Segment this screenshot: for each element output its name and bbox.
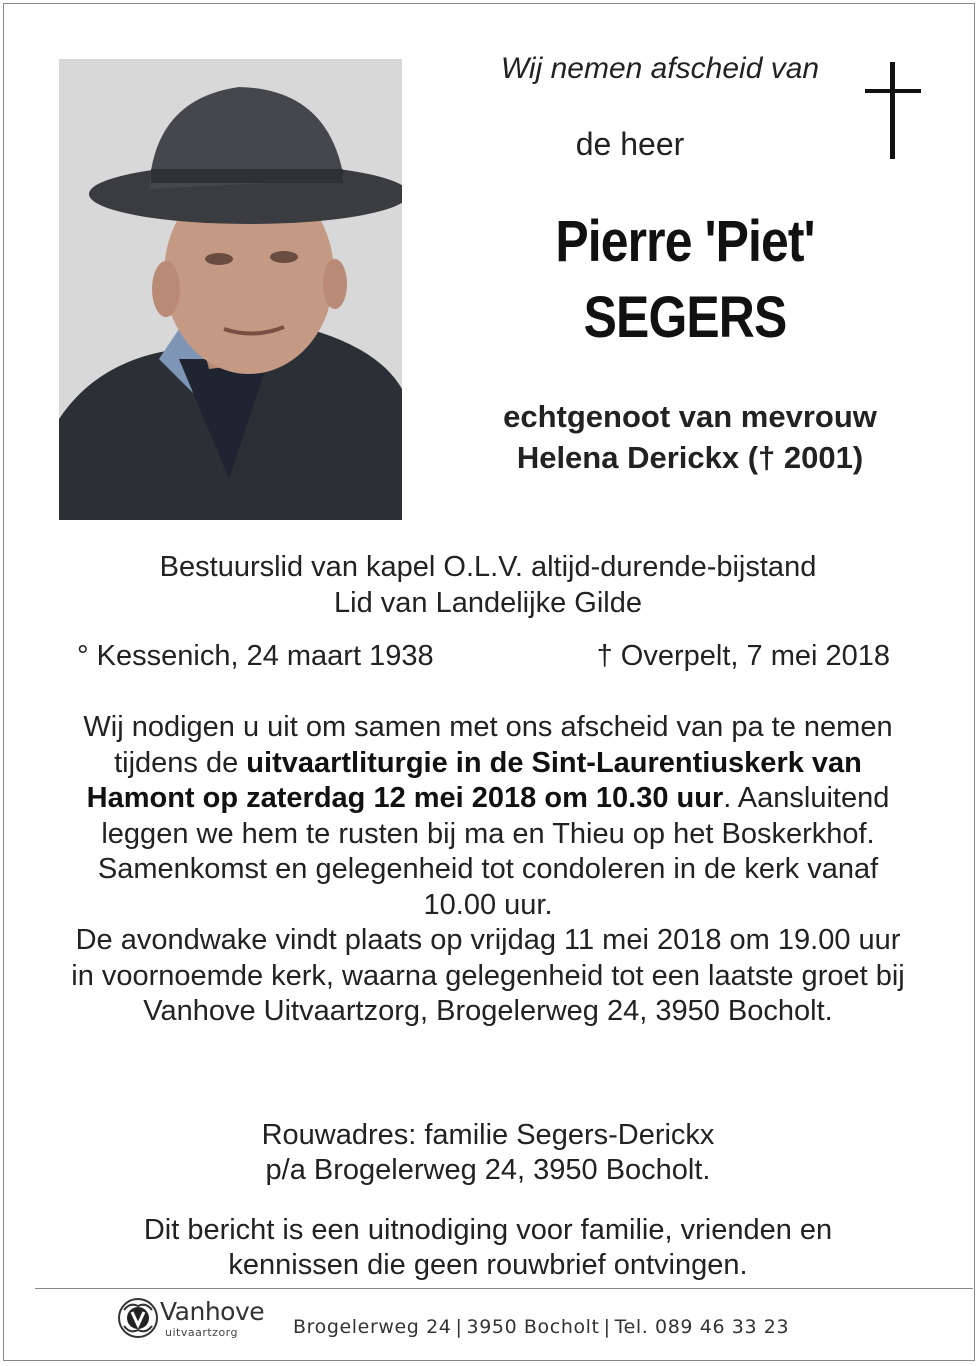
footer-city: 3950 Bocholt — [466, 1316, 600, 1338]
portrait-image — [59, 59, 402, 520]
spouse-line-1: echtgenoot van mevrouw — [503, 399, 877, 434]
funeral-details: uitvaartliturgie in de Sint-Laurentiuskerk van Hamont op zaterdag 12 mei 2018 om 10.30 uur — [86, 746, 862, 814]
deceased-last-name: SEGERS — [583, 285, 787, 350]
brand-name: Vanhove — [160, 1297, 265, 1326]
brand-subtitle: uitvaartzorg — [165, 1326, 238, 1339]
role-line-2: Lid van Landelijke Gilde — [334, 587, 642, 619]
footer-phone: Tel. 089 46 33 23 — [614, 1316, 790, 1338]
invitation-paragraph-3: De avondwake vindt plaats op vrijdag 11 mei 2018 om 19.00 uur in voornoemde kerk, waarna gelegenheid tot een laatste groet bij Vanhove Uitvaartzorg, Brogelerweg 24, 3950 Bocholt. — [71, 924, 905, 1027]
birth-info: ° Kessenich, 24 maart 1938 — [77, 640, 434, 672]
closing-line-2: kennissen die geen rouwbrief ontvingen. — [228, 1249, 748, 1281]
footer-address: Brogelerweg 24 — [293, 1316, 452, 1338]
cross-icon — [865, 62, 921, 159]
spouse-line-2: Helena Derickx († 2001) — [516, 440, 864, 475]
mourning-address-line-2: p/a Brogelerweg 24, 3950 Bocholt. — [265, 1154, 711, 1186]
invitation-paragraph-2: Samenkomst en gelegenheid tot condoleren in de kerk vanaf 10.00 uur. — [97, 853, 879, 921]
deceased-first-name: Pierre 'Piet' — [555, 209, 815, 274]
portrait-photo — [59, 59, 402, 520]
salutation: de heer — [575, 126, 685, 162]
closing-line-1: Dit bericht is een uitnodiging voor familie, vrienden en — [143, 1214, 833, 1246]
death-info: † Overpelt, 7 mei 2018 — [596, 640, 890, 672]
vanhove-logo-icon — [116, 1296, 160, 1340]
invitation-text — [62, 710, 914, 1030]
mourning-address-line-1: Rouwadres: familie Segers-Derickx — [261, 1119, 715, 1151]
role-line-1: Bestuurslid van kapel O.L.V. altijd-durende-bijstand — [159, 551, 817, 583]
intro-text: Wij nemen afscheid van — [500, 52, 820, 85]
invitation-paragraph-1: Wij nodigen u uit om samen met ons afscheid van pa te nemen tijdens de uitvaartliturgie in de Sint-Laurentiuskerk van Hamont op zaterdag 12 mei 2018 om 10.30 uur. Aansluitend leggen we hem te rusten bij ma en Thieu op het Boskerkhof. — [83, 711, 893, 850]
footer-contact: Brogelerweg 24 | 3950 Bocholt | Tel. 089 46 33 23 — [293, 1316, 790, 1338]
footer-divider — [35, 1288, 973, 1289]
